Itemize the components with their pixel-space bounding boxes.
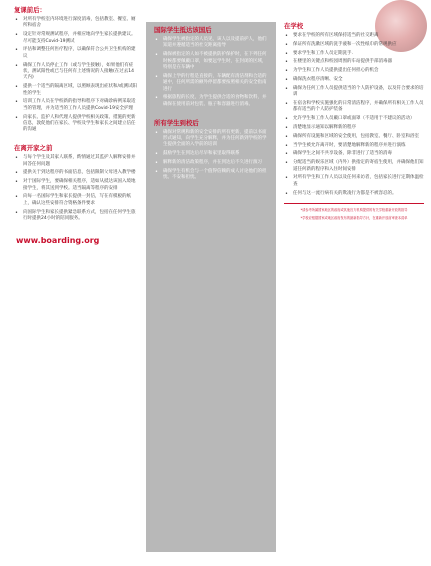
list-item: • 向国际学生和家长提供紧急联系方式，包括在任何学生旅行时提供24小时的陪同服务。 <box>14 210 138 223</box>
list-item: • 向家长、监护人和代理人提供学校相关政策、措施的更新信息，敦促他们在家长、学校及学生和家长之间建立信任的沟通 <box>14 115 138 134</box>
list-item: • 为学生和工作人员提供提出任何担心的机会 <box>284 68 424 74</box>
list-item: • 确保被指定的人如不被提供防护保护时，在下列任何时候都要佩戴口罩，如要远学生时，在封闭的区域，特别是在车辆中 <box>154 52 270 71</box>
list-item: • 确保工作人员停止工作（或与学生接触），如果他们有症状，测试阳性或已与任何有上述情况的人接触(在过去14天内) <box>14 63 138 82</box>
list-item: • 根据旅程的长度，为学生提供合适的食物和饮料，并确保在使用前对包装、瓶子和容器进行消毒。 <box>154 95 270 108</box>
divider <box>284 203 424 204</box>
list-item: • 允许学生和工作人员戴口罩或面罩（不适用于不建议的活动） <box>284 116 424 122</box>
list-item: • 设定针对常规测试程序，并相应地向学生家长提供建议。尽可能支持Covid-19测试 <box>14 32 138 45</box>
footnote: *学校应根据国家或地区政府发布的最新指导方针，在重新开放前审查本清单 <box>300 215 408 220</box>
list-item: • 保证所有洗漱区域的洗手液和一次性纸巾的常规供应 <box>284 42 424 48</box>
list-item: • 评估和调整任何医疗程序，以确保符合公共卫生机构的建议 <box>14 47 138 60</box>
before-list <box>14 155 138 222</box>
section-title-school: 在学校 <box>284 22 304 30</box>
list-item: • 对所有学校室内环境进行深度消毒，包括教室、餐室、厕所和宿舍 <box>14 17 138 30</box>
middle-column <box>146 22 276 552</box>
travel-list <box>154 37 270 108</box>
list-item: • 任何与这一流行病有关的欺凌行为都是不被容忍的。 <box>284 191 424 197</box>
list-item: • 确保学生之间不共享设备，除非进行了适当的消毒 <box>284 151 424 157</box>
list-item: • 要求在学校的所有区域保持适当的社交距离 <box>284 33 424 39</box>
list-item: • 当学生被允许离开时，要清楚地解释新的程序并进行演练 <box>284 143 424 149</box>
list-item: • 确保学生被指定的人员见，该人以及提前护人，他们知道并遵循适当的社交距离指导 <box>154 37 270 50</box>
list-item: • 确保洗衣程序清晰、安全 <box>284 77 424 83</box>
return-list <box>14 17 138 134</box>
school-list <box>284 33 424 197</box>
list-item: • 提供一个适当的隔离区域，以照顾表现出症状和/或测试阳性的学生 <box>14 84 138 97</box>
list-item: • 向每一名国际学生和家长提供一封信，写在有模板的纸上，确认这些安排符合资格条件要求 <box>14 194 138 207</box>
list-item: • 要求学生和工作人员定期洗手. <box>284 51 424 57</box>
left-column <box>14 0 138 245</box>
section-title-return: 复课前后： <box>14 6 46 14</box>
list-item: • 确保上学的行程是直接的，车辆配有清洁剂和合适的通中，任何所需的额外停留都要按照相关的安全指南进行 <box>154 74 270 93</box>
list-item: • 确保对常规和新的安全安排的所有更新，提前以书面形式通知，向学生充分解释，并为任何新到学校的学生提供全面的入学前的培训 <box>154 130 270 149</box>
list-item: • 确保为任何工作人员提供适当的个人防护设备，以及符合要求的培训 <box>284 86 424 99</box>
list-item: • 培训工作人员在学校新的指导和程序下对确诊病例采取适当的管理，并为适当的工作人员提供Covid-19安全护理 <box>14 99 138 112</box>
footnote: *请参考所属国家地区的政府或其他官方机构提供的有关学校重新开放的指导 <box>300 207 408 212</box>
list-item: • 清楚地显示通知以解释新的程序 <box>284 125 424 131</box>
list-item: • 分配适当的娱乐区域（内外）供指定的寄宿生使用，并确保他们知道任何新的程序和入住时间安排 <box>284 160 424 173</box>
list-item: • 提供关于到达程序的书面信息，包括限制父母进入教学楼 <box>14 170 138 176</box>
list-item: • 确保学生有机会与一个值得信赖的成人讨论他们的担忧、不安和担忧。 <box>154 169 270 182</box>
list-item: • 在楼里的关键点和校园周围的车站提供手部消毒器 <box>284 59 424 65</box>
section-title-before: 在离开家之前 <box>14 144 53 153</box>
website-link[interactable]: www.boarding.org <box>16 236 100 246</box>
list-item: • 确保所有设施和区域的安全使用，包括教室、餐厅、卧室和浴室 <box>284 134 424 140</box>
list-item: • 在宿舍和学校实施强化的日常清洁程序，并确保所有相关工作人员都有适当的个人防护装备 <box>284 101 424 114</box>
list-item: • 对所有学生和工作人员以及任何来访者，包括家长进行定期体温检查 <box>284 175 424 188</box>
section-title-travel: 国际学生抵达该国后 <box>154 26 212 34</box>
section-title-arrive: 所有学生到校后 <box>154 118 199 127</box>
list-item: • 解释新的清洁政策程序，并在到达后不久进行演习 <box>154 160 270 166</box>
list-item: • 对于国际学生，要确保相关程序，适如从抵达该国入境地接学生，将其送到学校。适当隔离等程序的安排 <box>14 179 138 192</box>
arrive-list <box>154 130 270 182</box>
right-column <box>284 0 424 224</box>
list-item: • 与每个学生及其家人联系，酌情通过其监护人解释安排并回答任何问题 <box>14 155 138 168</box>
list-item: • 鼓励学生在到达后尽早和家里取得联系 <box>154 151 270 157</box>
